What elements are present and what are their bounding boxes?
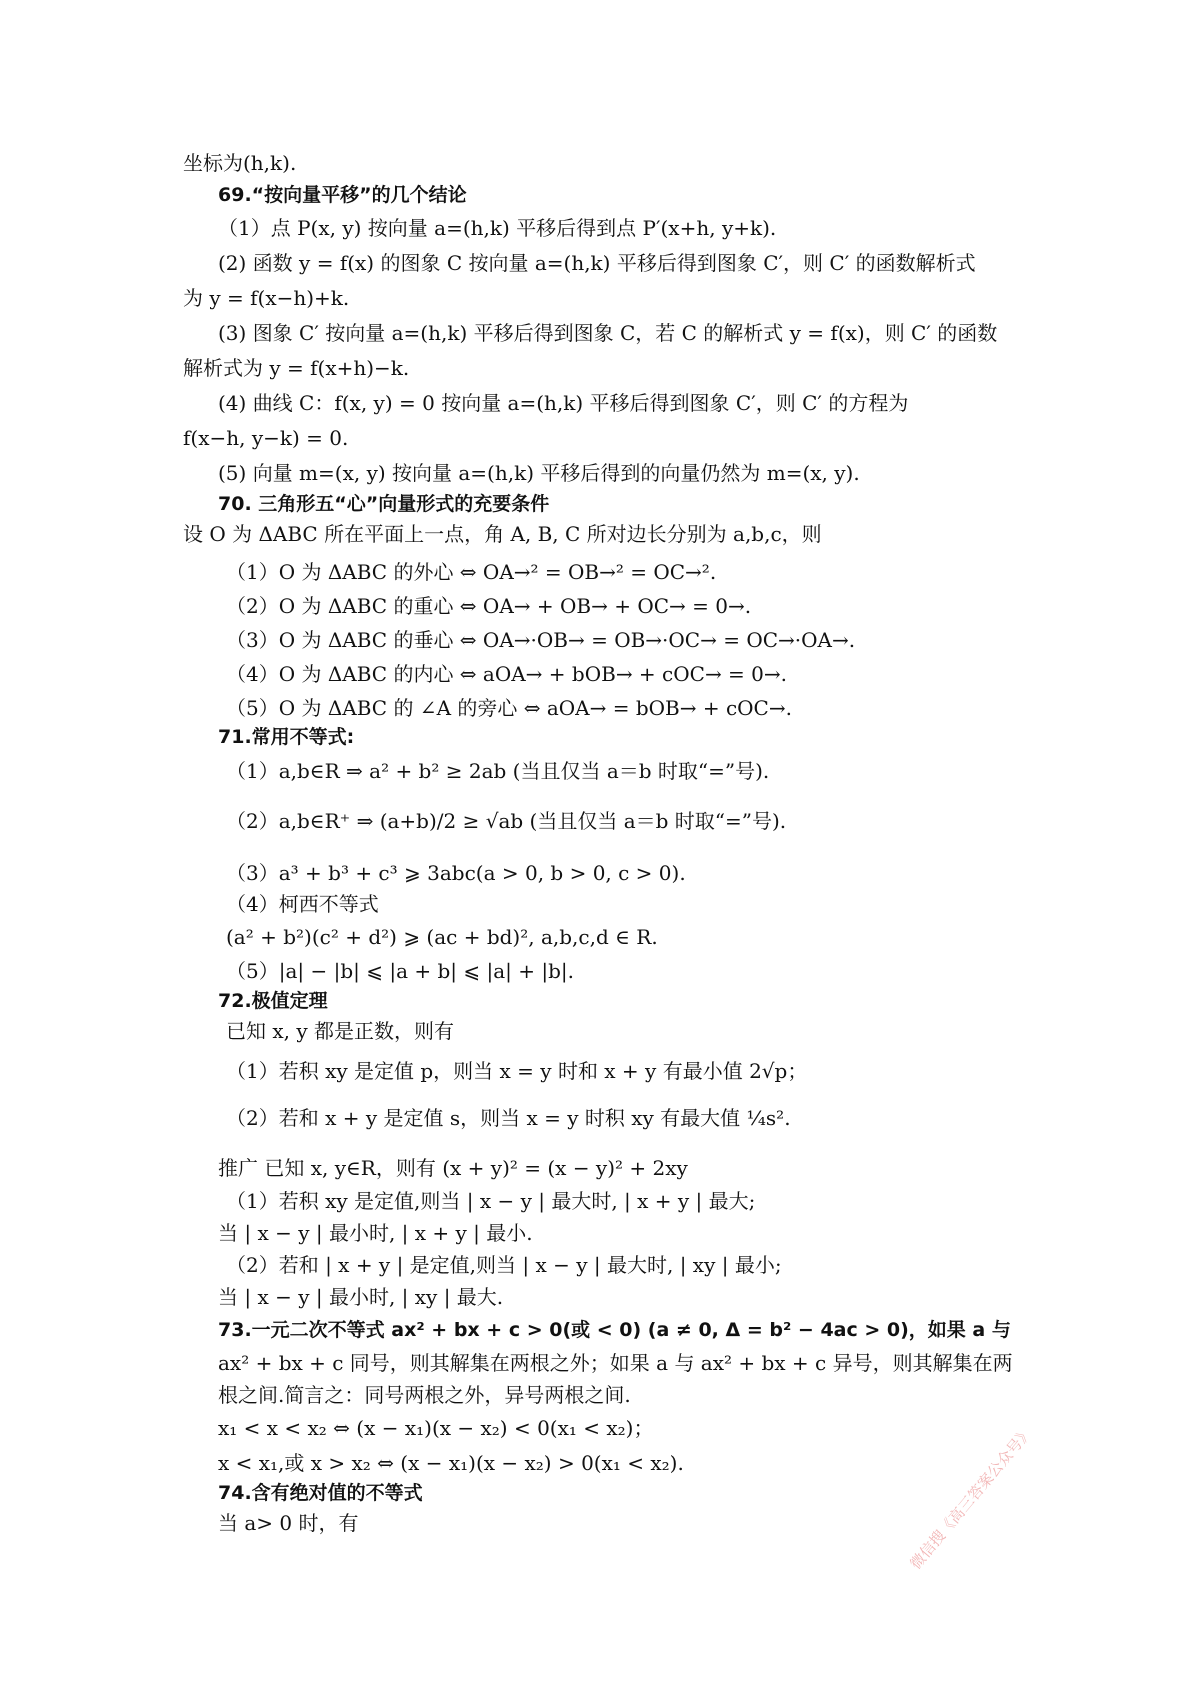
text-line: 71.常用不等式:	[218, 726, 355, 748]
text-line: 72.极值定理	[218, 990, 328, 1012]
text-line: x₁ < x < x₂ ⇔ (x − x₁)(x − x₂) < 0(x₁ < x₂)；	[218, 1416, 654, 1440]
text-line: 当 a> 0 时，有	[218, 1511, 359, 1535]
text-line: 设 O 为 ΔABC 所在平面上一点，角 A, B, C 所对边长分别为 a,b,c，则	[183, 522, 822, 546]
text-line: （2）若和 x + y 是定值 s，则当 x = y 时积 xy 有最大值 ¼s².	[226, 1106, 791, 1130]
text-line: (5) 向量 m=(x, y) 按向量 a=(h,k) 平移后得到的向量仍然为 m=(x, y).	[218, 461, 860, 485]
text-line: （1）若积 xy 是定值 p，则当 x = y 时和 x + y 有最小值 2√p；	[226, 1059, 808, 1083]
text-line: （2）O 为 ΔABC 的重心 ⇔ OA→ + OB→ + OC→ = 0→.	[226, 594, 752, 618]
text-line: （5）O 为 ΔABC 的 ∠A 的旁心 ⇔ aOA→ = bOB→ + cOC→.	[226, 696, 792, 720]
text-line: 当 | x − y | 最小时, | xy | 最大.	[218, 1285, 504, 1309]
text-line: x < x₁,或 x > x₂ ⇔ (x − x₁)(x − x₂) > 0(x₁ < x₂).	[218, 1451, 684, 1475]
text-line: 69.“按向量平移”的几个结论	[218, 184, 467, 206]
text-line: 74.含有绝对值的不等式	[218, 1482, 423, 1504]
text-line: 坐标为(h,k).	[183, 151, 297, 175]
text-line: 推广 已知 x, y∈R，则有 (x + y)² = (x − y)² + 2xy	[218, 1156, 688, 1180]
text-line: 解析式为 y = f(x+h)−k.	[183, 356, 410, 380]
text-line: （2）若和 | x + y | 是定值,则当 | x − y | 最大时, | xy | 最小;	[226, 1253, 782, 1277]
text-line: （4）O 为 ΔABC 的内心 ⇔ aOA→ + bOB→ + cOC→ = 0→.	[226, 662, 788, 686]
text-line: （1）O 为 ΔABC 的外心 ⇔ OA→² = OB→² = OC→².	[226, 560, 717, 584]
text-line: （1）点 P(x, y) 按向量 a=(h,k) 平移后得到点 P′(x+h, y+k).	[218, 216, 777, 240]
text-line: 根之间.简言之：同号两根之外，异号两根之间.	[218, 1383, 631, 1407]
text-line: 70. 三角形五“心”向量形式的充要条件	[218, 493, 550, 515]
text-line: （3）a³ + b³ + c³ ⩾ 3abc(a > 0, b > 0, c > 0).	[226, 861, 686, 885]
text-line: （1）a,b∈R ⇒ a² + b² ≥ 2ab (当且仅当 a＝b 时取“=”号).	[226, 759, 770, 783]
text-line: f(x−h, y−k) = 0.	[183, 426, 349, 450]
text-line: 73.一元二次不等式 ax² + bx + c > 0(或 < 0) (a ≠ 0, Δ = b² − 4ac > 0)，如果 a 与	[218, 1319, 1011, 1341]
text-line: (2) 函数 y = f(x) 的图象 C 按向量 a=(h,k) 平移后得到图象 C′，则 C′ 的函数解析式	[218, 251, 976, 275]
text-line: (a² + b²)(c² + d²) ⩾ (ac + bd)², a,b,c,d ∈ R.	[226, 925, 658, 949]
text-line: （1）若积 xy 是定值,则当 | x − y | 最大时, | x + y | 最大;	[226, 1189, 756, 1213]
text-line: （5）|a| − |b| ⩽ |a + b| ⩽ |a| + |b|.	[226, 959, 575, 983]
text-line: 当 | x − y | 最小时, | x + y | 最小.	[218, 1221, 533, 1245]
text-line: （4）柯西不等式	[226, 892, 379, 916]
text-line: 已知 x, y 都是正数，则有	[226, 1019, 455, 1043]
text-line: (3) 图象 C′ 按向量 a=(h,k) 平移后得到图象 C，若 C 的解析式 y = f(x)，则 C′ 的函数	[218, 321, 998, 345]
text-line: （2）a,b∈R⁺ ⇒ (a+b)/2 ≥ √ab (当且仅当 a＝b 时取“=”号).	[226, 809, 787, 833]
text-line: ax² + bx + c 同号，则其解集在两根之外；如果 a 与 ax² + bx + c 异号，则其解集在两	[218, 1351, 1013, 1375]
text-line: 为 y = f(x−h)+k.	[183, 286, 350, 310]
watermark: 微信搜《高三答案公众号》	[906, 1423, 1037, 1573]
text-line: （3）O 为 ΔABC 的垂心 ⇔ OA→·OB→ = OB→·OC→ = OC→·OA→.	[226, 628, 856, 652]
text-line: (4) 曲线 C：f(x, y) = 0 按向量 a=(h,k) 平移后得到图象 C′，则 C′ 的方程为	[218, 391, 909, 415]
